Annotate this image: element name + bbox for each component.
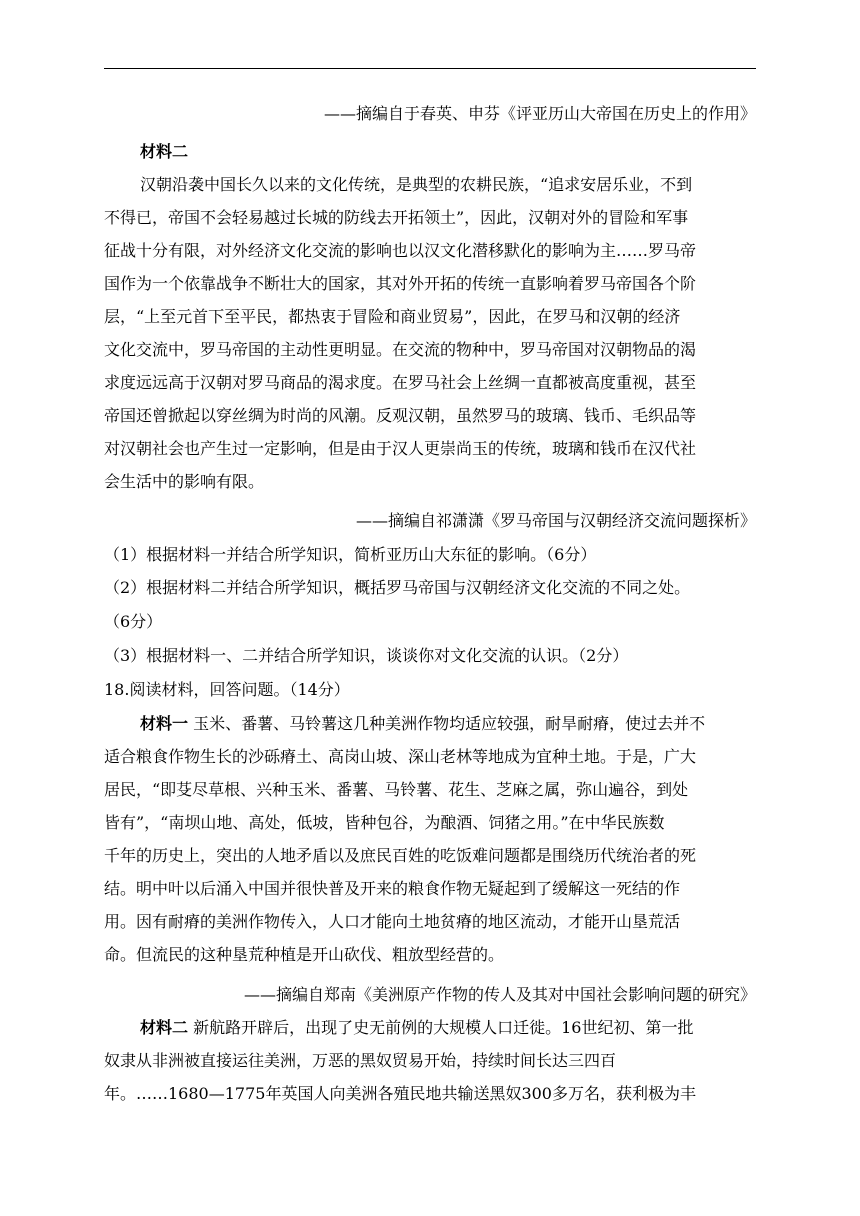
text-line: 千年的历史上，突出的人地矛盾以及庶民百姓的吃饭难问题都是围绕历代统治者的死: [104, 846, 697, 865]
text-line: 奴隶从非洲被直接运往美洲，万恶的黑奴贸易开始，持续时间长达三四百: [104, 1051, 617, 1070]
question-2-score: （6分）: [104, 612, 163, 631]
material-2b-label: 材料二: [140, 1018, 189, 1037]
text-line: 用。因有耐瘠的美洲作物传入，人口才能向土地贫瘠的地区流动，才能开山垦荒活: [104, 912, 681, 931]
text-line: 皆有”，“南坝山地、高处，低坡，皆种包谷，为酿酒、饲猪之用。”在中华民族数: [104, 813, 665, 832]
material-1-first-line: 玉米、番薯、马铃薯这几种美洲作物均适应较强，耐旱耐瘠，使过去并不: [188, 714, 706, 733]
source-citation-3: ——摘编自郑南《美洲原产作物的传人及其对中国社会影响问题的研究》: [243, 985, 756, 1004]
material-1-label: 材料一: [140, 714, 189, 733]
text-line: [140, 1018, 693, 1038]
text-line: 会生活中的影响有限。: [104, 472, 265, 491]
text-line: 求度远远高于汉朝对罗马商品的渴求度。在罗马社会上丝绸一直都被高度重视，甚至: [104, 373, 697, 392]
text-line: 征战十分有限，对外经济文化交流的影响也以汉文化潜移默化的影响为主……罗马帝: [104, 241, 697, 260]
text-line: 年。……1680—1775年英国人向美洲各殖民地共输送黑奴300多万名，获利极为丰: [104, 1084, 696, 1103]
question-18-title: 18.阅读材料，回答问题。（14分）: [104, 680, 350, 699]
text-line: 居民，“即芟尽草根、兴种玉米、番薯、马铃薯、花生、芝麻之属，弥山遍谷，到处: [104, 780, 689, 799]
text-line: 国作为一个依靠战争不断壮大的国家，其对外开拓的传统一直影响着罗马帝国各个阶: [104, 274, 697, 293]
text-line: 结。明中叶以后涌入中国并很快普及开来的粮食作物无疑起到了缓解这一死结的作: [104, 879, 681, 898]
question-3: （3）根据材料一、二并结合所学知识，谈谈你对文化交流的认识。（2分）: [104, 646, 629, 665]
text-line: 对汉朝社会也产生过一定影响，但是由于汉人更崇尚玉的传统，玻璃和钱币在汉代社: [104, 439, 697, 458]
text-line: 层，“上至元首下至平民，都热衷于冒险和商业贸易”，因此，在罗马和汉朝的经济: [104, 307, 681, 326]
text-line: [140, 714, 705, 734]
source-citation-1: ——摘编自于春英、申芬《评亚历山大帝国在历史上的作用》: [323, 104, 756, 123]
text-line: 适合粮食作物生长的沙砾瘠土、高岗山坡、深山老林等地成为宜种土地。于是，广大: [104, 747, 697, 766]
text-line: 文化交流中，罗马帝国的主动性更明显。在交流的物种中，罗马帝国对汉朝物品的渴: [104, 340, 697, 359]
text-line: 不得已，帝国不会轻易越过长城的防线去开拓领土”，因此，汉朝对外的冒险和军事: [104, 208, 689, 227]
source-citation-2: ——摘编自祁潇潇《罗马帝国与汉朝经济交流问题探析》: [355, 511, 756, 530]
material-2-heading: 材料二: [140, 142, 189, 161]
text-line: 帝国还曾掀起以穿丝绸为时尚的风潮。反观汉朝，虽然罗马的玻璃、钱币、毛织品等: [104, 406, 697, 425]
material-2b-first-line: 新航路开辟后，出现了史无前例的大规模人口迁徙。16世纪初、第一批: [188, 1018, 694, 1037]
question-2: （2）根据材料二并结合所学知识，概括罗马帝国与汉朝经济文化交流的不同之处。: [104, 578, 691, 597]
header-rule: [104, 68, 756, 69]
text-line: 汉朝沿袭中国长久以来的文化传统，是典型的农耕民族，“追求安居乐业，不到: [140, 175, 693, 194]
text-line: 命。但流民的这种垦荒种植是开山砍伐、粗放型经营的。: [104, 945, 505, 964]
question-1: （1）根据材料一并结合所学知识，简析亚历山大东征的影响。（6分）: [104, 545, 597, 564]
